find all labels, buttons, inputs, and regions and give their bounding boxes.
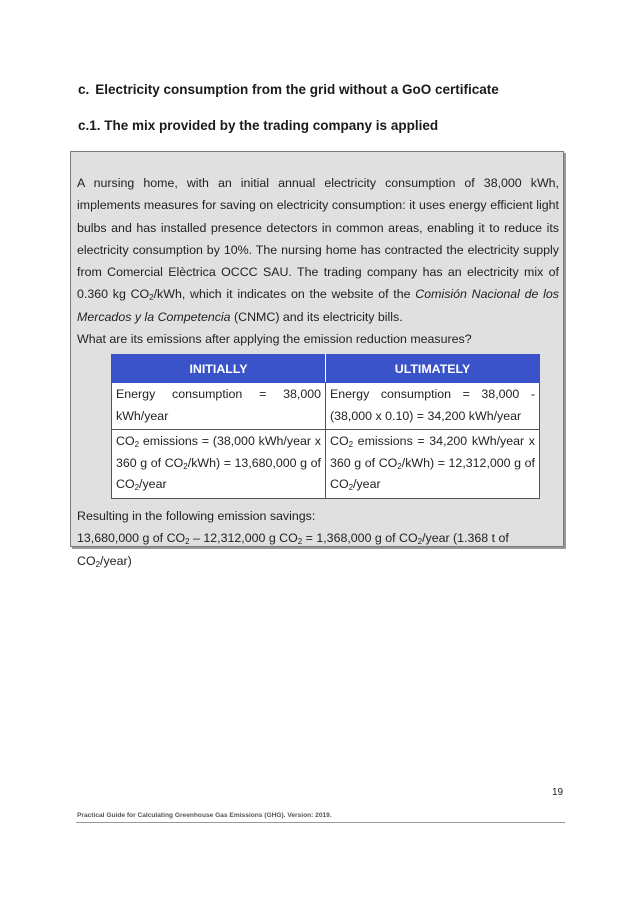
table-row [112, 430, 540, 499]
text-run: emissions = 34,200 kWh/year x 360 g of CO [330, 434, 535, 470]
header-initially: INITIALLY [112, 355, 326, 383]
subscript: 2 [183, 461, 188, 471]
question-text: What are its emissions after applying the emission reduction measures? [77, 332, 472, 347]
text-run: /year) [100, 553, 132, 568]
subscript: 2 [397, 461, 402, 471]
cell-initial-consumption: Energy consumption = 38,000 kWh/year [112, 383, 326, 430]
text-run: /kWh, which it indicates on the website of the [153, 287, 416, 302]
header-ultimately: ULTIMATELY [326, 355, 540, 383]
section-title: Electricity consumption from the grid without a GoO certificate [95, 82, 499, 97]
subscript: 2 [134, 440, 140, 449]
text-run: /year [139, 477, 167, 491]
subscript: 2 [149, 293, 154, 303]
italic-org-name: Comisión Nacional de los Mercados y la Competencia [77, 287, 559, 324]
text-run: emissions = (38,000 kWh/year x 360 g of CO [116, 434, 321, 470]
section-letter: c. [78, 82, 90, 97]
subscript: 2 [348, 483, 354, 492]
subscript: 2 [297, 537, 303, 547]
example-text [77, 172, 559, 328]
text-run: A nursing home, with an initial annual electricity consumption of 38,000 kWh, implements measures for saving on electricity consumption: it uses energy efficient light bulbs and has installed presence detectors in common areas, enabling it to reduce its electricity consumption by 10%. The nursing home has contracted the electricity supply from Comercial Elèctrica OCCC SAU. The trading company has an electricity mix of 0.360 kg CO [77, 176, 559, 302]
text-run: /kWh) = 12,312,000 g of CO [330, 455, 535, 491]
subscript: 2 [348, 440, 354, 449]
subsection-heading-c1: c.1. The mix provided by the trading company is applied [78, 118, 439, 133]
cell-ultimate-consumption: Energy consumption = 38,000 - (38,000 x 0.10) = 34,200 kWh/year [326, 383, 540, 430]
subscript: 2 [134, 483, 140, 492]
text-run: /kWh) = 13,680,000 g of CO [116, 455, 321, 491]
text-run: 13,680,000 g of CO [77, 531, 186, 546]
cell-initial-emissions [112, 430, 326, 499]
page-number: 19 [552, 787, 564, 798]
text-run: /year (1.368 t of CO [77, 531, 509, 568]
subscript: 2 [185, 537, 190, 547]
footer-divider [76, 822, 565, 823]
example-paragraph [77, 172, 559, 350]
result-calculation [77, 527, 559, 572]
text-run: (CNMC) and its electricity bills. [230, 309, 403, 324]
section-heading-c [78, 82, 499, 97]
cell-ultimate-emissions [326, 430, 540, 499]
table-row [112, 383, 540, 430]
subscript: 2 [95, 559, 101, 569]
footer-text: Practical Guide for Calculating Greenhouse Gas Emissions (GHG). Version: 2019. [77, 812, 332, 819]
text-run: CO [330, 434, 349, 448]
text-run: /year [353, 477, 381, 491]
text-run: CO [116, 434, 135, 448]
text-run: – 12,312,000 g CO [189, 531, 298, 546]
subscript: 2 [417, 537, 423, 547]
result-paragraph [77, 505, 559, 572]
result-intro: Resulting in the following emission savings: [77, 509, 316, 523]
text-run: = 1,368,000 g of CO [302, 531, 418, 546]
emissions-table [111, 354, 540, 499]
